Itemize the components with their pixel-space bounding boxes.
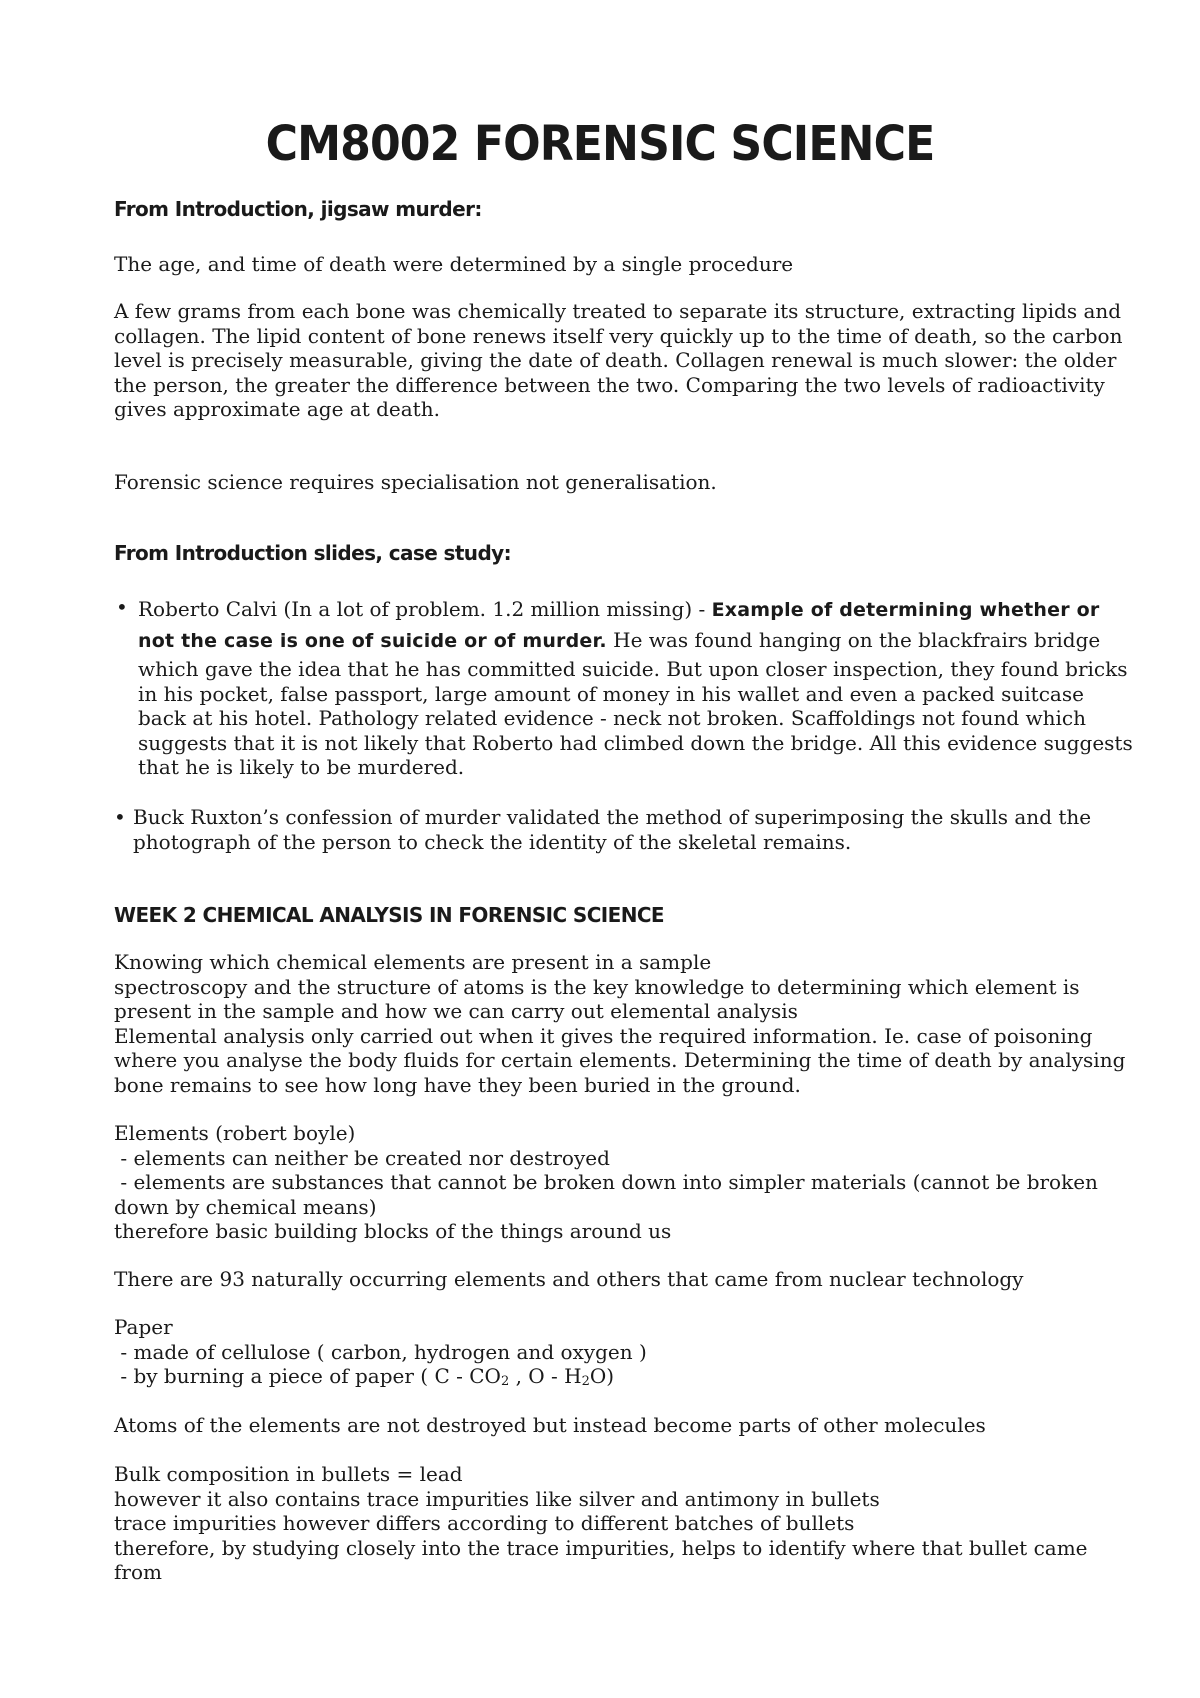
text-line: Knowing which chemical elements are present in a sample bbox=[114, 950, 712, 974]
subscript: 2 bbox=[581, 1374, 590, 1389]
text-line: therefore basic building blocks of the things around us bbox=[114, 1219, 672, 1243]
paragraph-93-elements: There are 93 naturally occurring elements and others that came from nuclear technology bbox=[114, 1267, 1024, 1291]
paragraph-age-time-of-death: The age, and time of death were determined by a single procedure bbox=[114, 252, 794, 276]
text-line: trace impurities however differs according to different batches of bullets bbox=[114, 1511, 855, 1535]
text-line: bone remains to see how long have they been buried in the ground. bbox=[114, 1072, 801, 1097]
section-heading-jigsaw-murder: From Introduction, jigsaw murder: bbox=[114, 197, 482, 221]
text-line: in his pocket, false passport, large amount of money in his wallet and even a packed suitcase bbox=[138, 681, 1084, 706]
text-line: however it also contains trace impurities like silver and antimony in bullets bbox=[114, 1486, 880, 1511]
subscript: 2 bbox=[500, 1374, 510, 1389]
bullet-item-roberto-calvi bbox=[114, 595, 1133, 780]
section-heading-week2: WEEK 2 CHEMICAL ANALYSIS IN FORENSIC SCIENCE bbox=[114, 903, 664, 927]
text-line: - elements can neither be created nor destroyed bbox=[114, 1145, 610, 1170]
text-line: down by chemical means) bbox=[114, 1194, 377, 1219]
section-heading-case-study: From Introduction slides, case study: bbox=[114, 541, 511, 565]
text-line: the person, the greater the difference between the two. Comparing the two levels of radioactivity bbox=[114, 372, 1105, 397]
paragraph-specialisation: Forensic science requires specialisation not generalisation. bbox=[114, 470, 717, 494]
bullet-body bbox=[114, 805, 1104, 854]
text-line: - made of cellulose ( carbon, hydrogen and oxygen ) bbox=[114, 1339, 647, 1364]
text-line: which gave the idea that he has committed suicide. But upon closer inspection, they found bricks bbox=[138, 657, 1128, 681]
text-line: level is precisely measurable, giving the date of death. Collagen renewal is much slower: the older bbox=[114, 348, 1117, 372]
text-line: Bulk composition in bullets = lead bbox=[114, 1462, 463, 1486]
text-line: A few grams from each bone was chemically treated to separate its structure, extracting lipids and bbox=[114, 299, 1122, 323]
text-line: suggests that it is not likely that Roberto had climbed down the bridge. All this evidence suggests bbox=[138, 730, 1133, 755]
paragraph-atoms: Atoms of the elements are not destroyed but instead become parts of other molecules bbox=[114, 1413, 986, 1437]
paragraph-bullets bbox=[114, 1462, 1094, 1585]
text-line: gives approximate age at death. bbox=[114, 397, 440, 421]
text-line: - elements are substances that cannot be broken down into simpler materials (cannot be broken bbox=[114, 1170, 1098, 1194]
bullet-list bbox=[114, 595, 1133, 780]
emphasis-text: not the case is one of suicide or of murder. bbox=[138, 630, 607, 652]
text-line: Elements (robert boyle) bbox=[114, 1121, 356, 1145]
bullet-list bbox=[114, 805, 1104, 854]
text-line: present in the sample and how we can carry out elemental analysis bbox=[114, 999, 798, 1023]
text-line: collagen. The lipid content of bone renews itself very quickly up to the time of death, so the carbon bbox=[114, 323, 1123, 348]
bullet-item-buck-ruxton bbox=[114, 805, 1104, 854]
text-line: therefore, by studying closely into the trace impurities, helps to identify where that bullet came bbox=[114, 1535, 1088, 1560]
text-line: that he is likely to be murdered. bbox=[138, 755, 465, 779]
text-line: from bbox=[114, 1560, 162, 1584]
paragraph-paper bbox=[114, 1315, 1094, 1395]
paragraph-elements-boyle bbox=[114, 1121, 1098, 1244]
bullet-dot-icon: • bbox=[116, 595, 128, 619]
text-line: Paper bbox=[114, 1315, 173, 1339]
text-line: back at his hotel. Pathology related evidence - neck not broken. Scaffoldings not found which bbox=[138, 706, 1086, 730]
formula-text: O) bbox=[589, 1364, 615, 1388]
formula-text: , O - H bbox=[509, 1364, 582, 1388]
text-line: photograph of the person to check the identity of the skeletal remains. bbox=[133, 829, 852, 854]
bullet-continuation-text: He was found hanging on the blackfrairs bridge bbox=[606, 628, 1101, 652]
paragraph-bone-analysis bbox=[114, 299, 1123, 422]
paragraph-chemical-elements bbox=[114, 950, 1126, 1097]
document-title: CM8002 FORENSIC SCIENCE bbox=[265, 116, 935, 172]
text-line: spectroscopy and the structure of atoms is the key knowledge to determining which element is bbox=[114, 974, 1080, 999]
text-line: Buck Ruxton’s confession of murder validated the method of superimposing the skulls and the bbox=[133, 805, 1092, 829]
text-line bbox=[114, 1364, 1094, 1395]
bullet-dot-icon: • bbox=[114, 805, 126, 829]
emphasis-text: Example of determining whether or bbox=[711, 599, 1100, 621]
text-line bbox=[138, 624, 1104, 657]
text-line: Elemental analysis only carried out when it gives the required information. Ie. case of poisoning bbox=[114, 1023, 1093, 1048]
bullet-body bbox=[114, 595, 1133, 780]
bullet-intro-text: Roberto Calvi (In a lot of problem. 1.2 million missing) - bbox=[138, 597, 712, 621]
formula-text: - by burning a piece of paper ( C - CO bbox=[114, 1364, 501, 1388]
text-line bbox=[138, 595, 1104, 624]
text-line: where you analyse the body fluids for certain elements. Determining the time of death by analysing bbox=[114, 1048, 1126, 1072]
